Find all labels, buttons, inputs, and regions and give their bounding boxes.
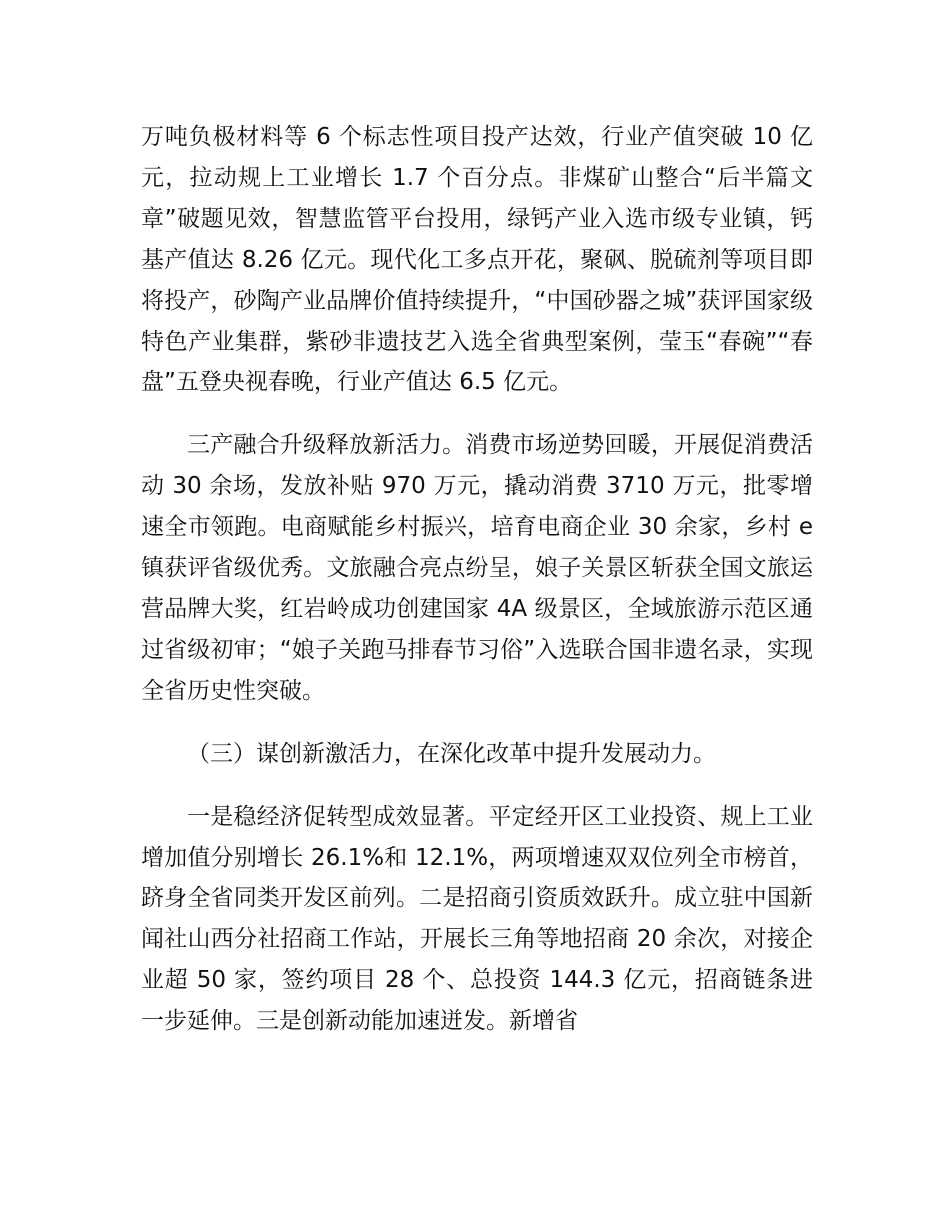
body-text — [141, 117, 813, 1042]
paragraph-economy-reform: 一是稳经济促转型成效显著。平定经开区工业投资、规上工业增加值分别增长 26.1%和 12.1%，两项增速双双位列全市榜首，跻身全省同类开发区前列。二是招商引资质效跃升。成立驻中国新闻社山西分社招商工作站，开展长三角等地招商 20 余次，对接企业超 50 家，签约项目 28 个、总投资 144.3 亿元，招商链条进一步延伸。三是创新动能加速迸发。新增省 — [141, 803, 813, 1035]
section-heading-innovation: （三）谋创新激活力，在深化改革中提升发展动力。 — [187, 740, 716, 767]
paragraph-industry-output: 万吨负极材料等 6 个标志性项目投产达效，行业产值突破 10 亿元，拉动规上工业增长 1.7 个百分点。非煤矿山整合“后半篇文章”破题见效，智慧监管平台投用，绿钙产业入选市级专业镇，钙基产值达 8.26 亿元。现代化工多点开花，聚砜、脱硫剂等项目即将投产，砂陶产业品牌价值持续提升，“中国砂器之城”获评国家级特色产业集群，紫砂非遗技艺入选全省典型案例，莹玉“春碗”“春盘”五登央视春晚，行业产值达 6.5 亿元。 — [141, 124, 813, 396]
paragraph-tertiary-integration: 三产融合升级释放新活力。消费市场逆势回暖，开展促消费活动 30 余场，发放补贴 970 万元，撬动消费 3710 万元，批零增速全市领跑。电商赋能乡村振兴，培育电商企业 30 余家，乡村 e 镇获评省级优秀。文旅融合亮点纷呈，娘子关景区斩获全国文旅运营品牌大奖，红岩岭成功创建国家 4A 级景区，全域旅游示范区通过省级初审；“娘子关跑马排春节习俗”入选联合国非遗名录，实现全省历史性突破。 — [141, 432, 813, 704]
